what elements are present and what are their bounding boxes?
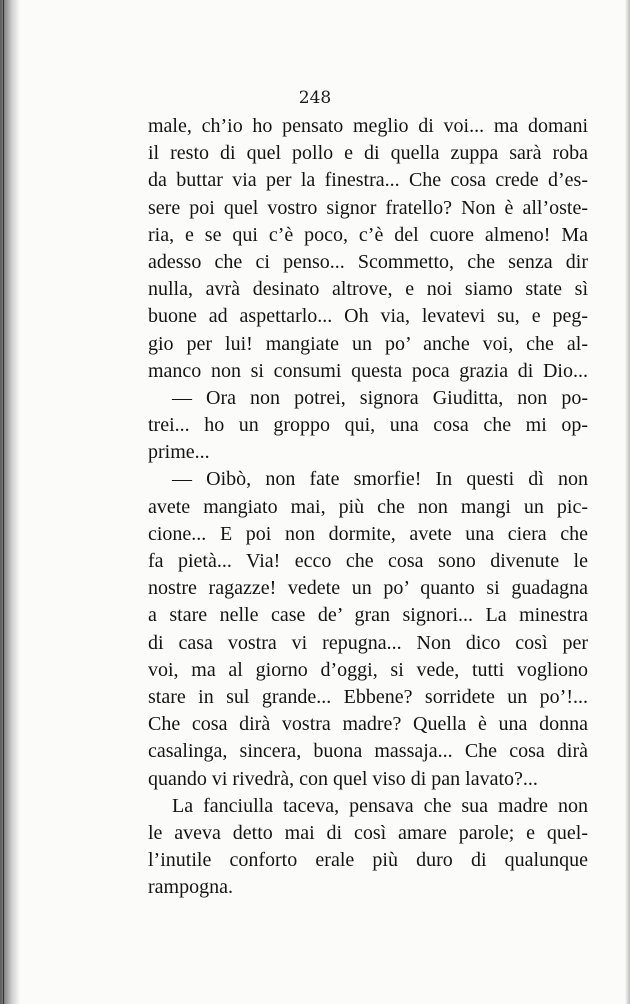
text-line: l’inutile conforto erale più duro di qualunque (148, 849, 588, 872)
text-line: casalinga, sincera, buona massaja... Che cosa dirà (148, 740, 588, 763)
text-line: cione... E poi non dormite, avete una ciera che (148, 522, 588, 545)
text-line: male, ch’io ho pensato meglio di voi... ma domani (148, 115, 588, 137)
text-line: nostre ragazze! vedete un po’ quanto si guadagna (148, 577, 588, 600)
text-line: rampogna. (148, 876, 233, 899)
text-line: ria, e se qui c’è poco, c’è del cuore almeno! Ma (148, 223, 588, 246)
text-line: adesso che ci penso... Scommetto, che senza dir (148, 250, 588, 273)
text-line: voi, ma al giorno d’oggi, si vede, tutti vogliono (148, 658, 588, 681)
text-line: avete mangiato mai, più che non mangi un pic- (148, 495, 588, 518)
text-line: trei... ho un groppo qui, una cosa che mi op- (148, 414, 588, 437)
text-line: di casa vostra vi repugna... Non dico così per (148, 631, 588, 654)
text-line: gio per lui! mangiate un po’ anche voi, che al- (148, 332, 588, 355)
text-line: le aveva detto mai di così amare parole; e quel- (148, 821, 588, 844)
text-line: buone ad aspettarlo... Oh via, levatevi su, e peg- (148, 305, 588, 328)
body-text (148, 113, 588, 901)
text-line: fa pietà... Via! ecco che cosa sono divenute le (148, 550, 588, 572)
text-line: stare in sul grande... Ebbene? sorridete un po’!... (148, 685, 588, 708)
text-line: quando vi rivedrà, con quel viso di pan lavato?... (148, 767, 538, 790)
text-line: nulla, avrà desinato altrove, e noi siamo state sì (148, 278, 588, 301)
text-line: manco non si consumi questa poca grazia di Dio... (148, 359, 588, 382)
page-number: 248 (298, 88, 332, 108)
text-line: sere poi quel vostro signor fratello? Non è all’oste- (148, 196, 588, 219)
page-right-edge (625, 0, 630, 1004)
text-line: Che cosa dirà vostra madre? Quella è una donna (148, 713, 588, 736)
text-line: La fanciulla taceva, pensava che sua madre non (172, 794, 588, 817)
text-line: a stare nelle case de’ gran signori... La minestra (148, 604, 588, 627)
text-line: da buttar via per la finestra... Che cosa crede d’es- (148, 169, 588, 192)
text-line: prime... (148, 441, 210, 464)
text-line: il resto di quel pollo e di quella zuppa sarà roba (148, 142, 588, 165)
text-line: — Oibò, non fate smorfie! In questi dì non (172, 468, 588, 491)
page-edge-line (3, 0, 4, 1004)
text-line: — Ora non potrei, signora Giuditta, non po- (172, 386, 588, 409)
